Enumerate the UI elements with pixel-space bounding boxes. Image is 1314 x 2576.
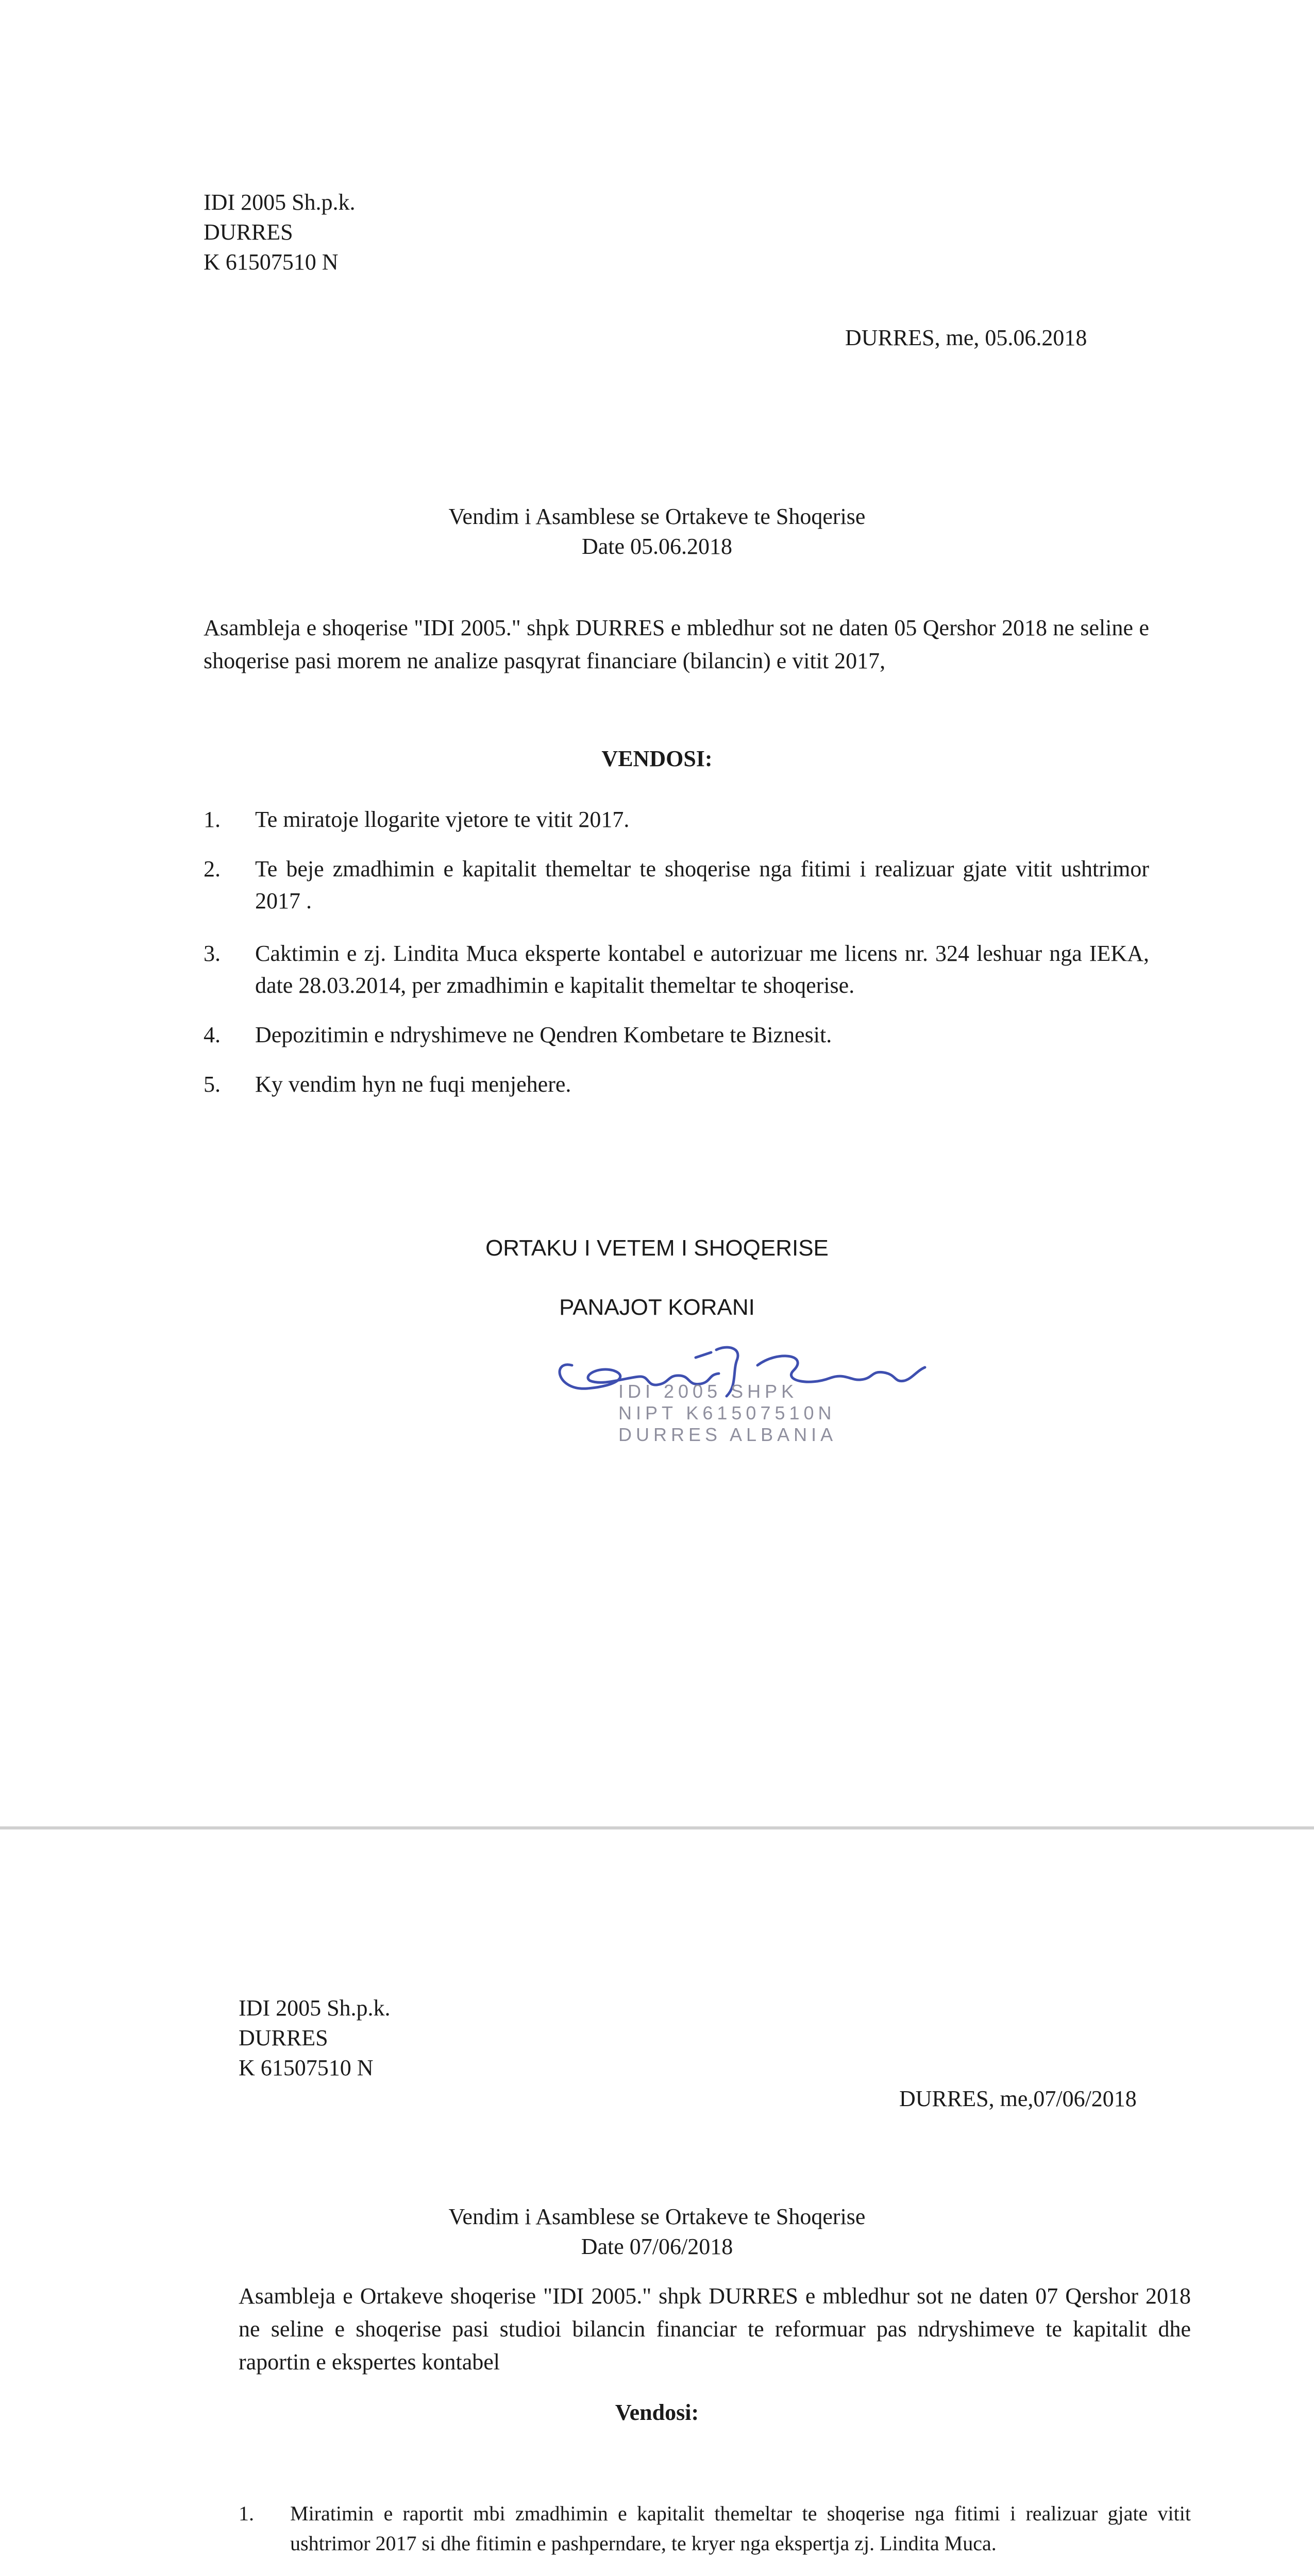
decision-date: Date 05.06.2018 [581, 534, 733, 559]
decision-list [204, 804, 1149, 1100]
decision-heading: VENDOSI: [601, 746, 713, 771]
company-city: DURRES [239, 2025, 328, 2050]
company-name: IDI 2005 Sh.p.k. [204, 190, 356, 215]
intro-paragraph: Asambleja e shoqerise "IDI 2005." shpk DURRES e mbledhur sot ne daten 05 Qershor 2018 ne seline e shoqerise pasi morem ne analize pasqyrat financiare (bilancin) e vitit 2017, [204, 615, 1149, 673]
date-line: DURRES, me, 05.06.2018 [845, 325, 1087, 350]
decision-title: Vendim i Asamblese se Ortakeve te Shoqerise [448, 2204, 866, 2229]
company-stamp: IDI 2005 SHPK NIPT K61507510N DURRES ALBANIA [618, 1381, 837, 1445]
company-nipt: K 61507510 N [204, 249, 339, 275]
signatory-name: PANAJOT KORANI [559, 1295, 755, 1320]
company-city: DURRES [204, 219, 293, 245]
list-item: 2. Te beje zmadhimin e kapitalit themeltar te shoqerise nga fitimi i realizuar gjate vitit ushtrimor 2017 . [204, 856, 1149, 913]
decision-title: Vendim i Asamblese se Ortakeve te Shoqerise [448, 504, 866, 529]
page-divider [0, 1826, 1314, 1829]
list-item: 4. Depozitimin e ndryshimeve ne Qendren Kombetare te Biznesit. [204, 1022, 832, 1047]
company-nipt: K 61507510 N [239, 2055, 374, 2080]
intro-paragraph: Asambleja e Ortakeve shoqerise "IDI 2005." shpk DURRES e mbledhur sot ne daten 07 Qershor 2018 ne seline e shoqerise pasi studioi bilancin financiar te reformuar pas ndryshimeve te kapitalit dhe raportin e ekspertes kontabel [239, 2283, 1191, 2375]
decision-date: Date 07/06/2018 [581, 2234, 733, 2259]
date-line: DURRES, me,07/06/2018 [899, 2086, 1137, 2111]
list-item: 5. Ky vendim hyn ne fuqi menjehere. [204, 1072, 571, 1097]
list-item: 3. Caktimin e zj. Lindita Muca eksperte kontabel e autorizuar me licens nr. 324 leshuar nga IEKA, date 28.03.2014, per zmadhimin e kapitalit themeltar te shoqerise. [204, 941, 1149, 998]
decision-heading: Vendosi: [615, 2400, 699, 2425]
decision-list [239, 2499, 1191, 2558]
list-item: 1. Miratimin e raportit mbi zmadhimin e kapitalit themeltar te shoqerise nga fitimi i realizuar gjate vitit ushtrimor 2017 si dhe fitimin e pashperndare, te kryer nga ekspertja zj. Lindita Muca. [239, 2502, 1191, 2555]
signatory-title: ORTAKU I VETEM I SHOQERISE [485, 1235, 829, 1261]
list-item: 1. Te miratoje llogarite vjetore te vitit 2017. [204, 807, 630, 832]
company-name: IDI 2005 Sh.p.k. [239, 1995, 391, 2021]
